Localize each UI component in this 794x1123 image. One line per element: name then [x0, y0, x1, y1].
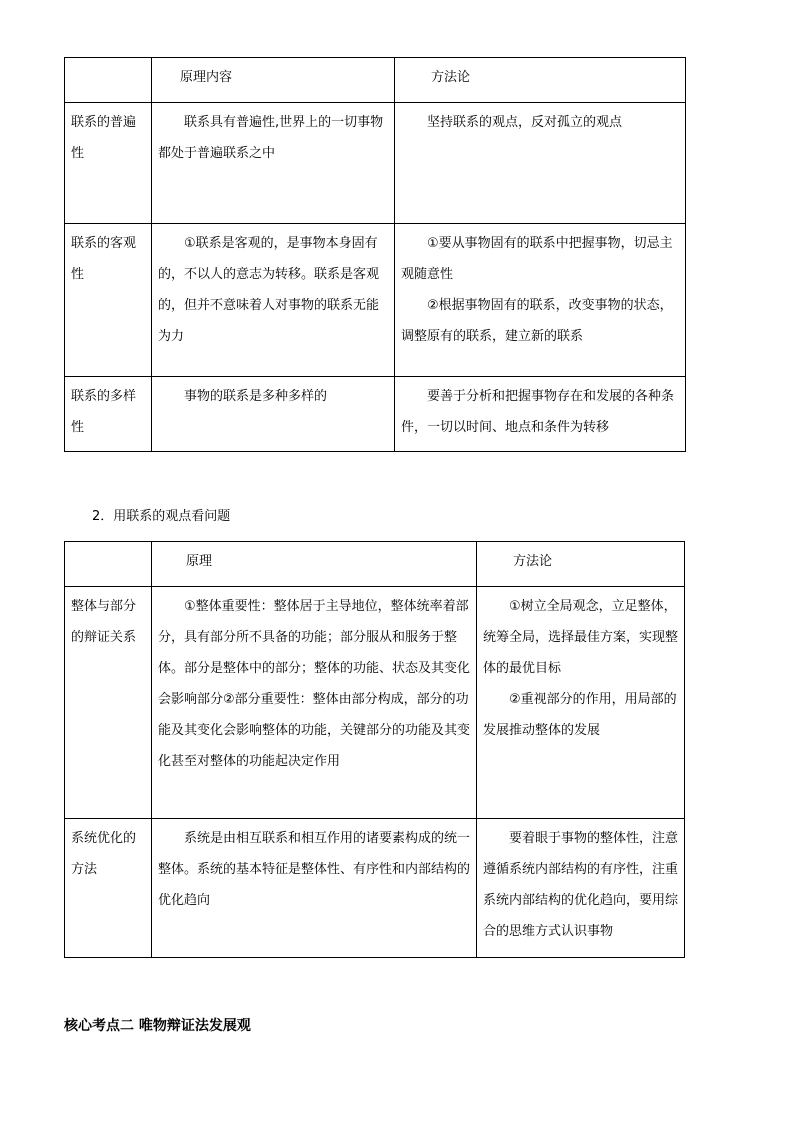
- header-cell-principle: 原理内容: [152, 58, 395, 103]
- method-cell: [477, 587, 685, 819]
- section-subheading: 2．用联系的观点看问题: [92, 509, 231, 524]
- principle-cell: [152, 819, 477, 958]
- method-cell: [395, 377, 686, 452]
- method-text: 要善于分析和把握事物存在和发展的各种条件，一切以时间、地点和条件为转移: [401, 389, 675, 435]
- principle-cell: [152, 224, 395, 377]
- whole-part-table: [64, 541, 685, 958]
- header-cell-empty: [65, 58, 152, 103]
- method-cell: [395, 103, 686, 224]
- table-row: [65, 587, 685, 819]
- table-header-row: [65, 58, 686, 103]
- section-title: 核心考点二 唯物辩证法发展观: [64, 1018, 251, 1034]
- connection-table: [64, 57, 686, 452]
- method-cell: [477, 819, 685, 958]
- table-row: [65, 224, 686, 377]
- method-text: ①要从事物固有的联系中把握事物，切忌主观随意性: [401, 236, 673, 282]
- method-text: 要着眼于事物的整体性，注意遵循系统内部结构的有序性，注重系统内部结构的优化趋向，要用综合的思维方式认识事物: [483, 831, 679, 939]
- method-text: ①树立全局观念，立足整体，统筹全局，选择最佳方案，实现整体的最优目标: [483, 599, 679, 676]
- method-text: 坚持联系的观点，反对孤立的观点: [427, 115, 623, 130]
- header-cell-principle: 原理: [152, 542, 477, 587]
- principle-cell: [152, 587, 477, 819]
- method-text: ②重视部分的作用，用局部的发展推动整体的发展: [483, 692, 677, 738]
- header-cell-empty: [65, 542, 152, 587]
- table-row: [65, 819, 685, 958]
- principle-text: 系统是由相互联系和相互作用的诸要素构成的统一整体。系统的基本特征是整体性、有序性和内部结构的优化趋向: [158, 831, 471, 908]
- row-label: 整体与部分的辩证关系: [65, 587, 152, 819]
- table-header-row: [65, 542, 685, 587]
- method-cell: [395, 224, 686, 377]
- row-label: 系统优化的方法: [65, 819, 152, 958]
- principle-text: ①联系是客观的，是事物本身固有的，不以人的意志为转移。联系是客观的，但并不意味着人对事物的联系无能为力: [158, 236, 380, 344]
- principle-text: ①整体重要性：整体居于主导地位，整体统率着部分，具有部分所不具备的功能；部分服从和服务于整体。部分是整体中的部分；整体的功能、状态及其变化会影响部分②部分重要性：整体由部分构成，部分的功能及其变化会影响整体的功能，关键部分的功能及其变化甚至对整体的功能起决定作用: [158, 599, 471, 769]
- header-cell-method: 方法论: [395, 58, 686, 103]
- header-cell-method: 方法论: [477, 542, 685, 587]
- principle-cell: [152, 103, 395, 224]
- principle-text: 联系具有普遍性,世界上的一切事物都处于普遍联系之中: [158, 115, 384, 161]
- principle-text: 事物的联系是多种多样的: [184, 389, 328, 404]
- table-row: [65, 377, 686, 452]
- table-row: [65, 103, 686, 224]
- row-label: 联系的客观性: [65, 224, 152, 377]
- row-label: 联系的普遍性: [65, 103, 152, 224]
- row-label: 联系的多样性: [65, 377, 152, 452]
- method-text: ②根据事物固有的联系，改变事物的状态，调整原有的联系，建立新的联系: [401, 298, 673, 344]
- principle-cell: [152, 377, 395, 452]
